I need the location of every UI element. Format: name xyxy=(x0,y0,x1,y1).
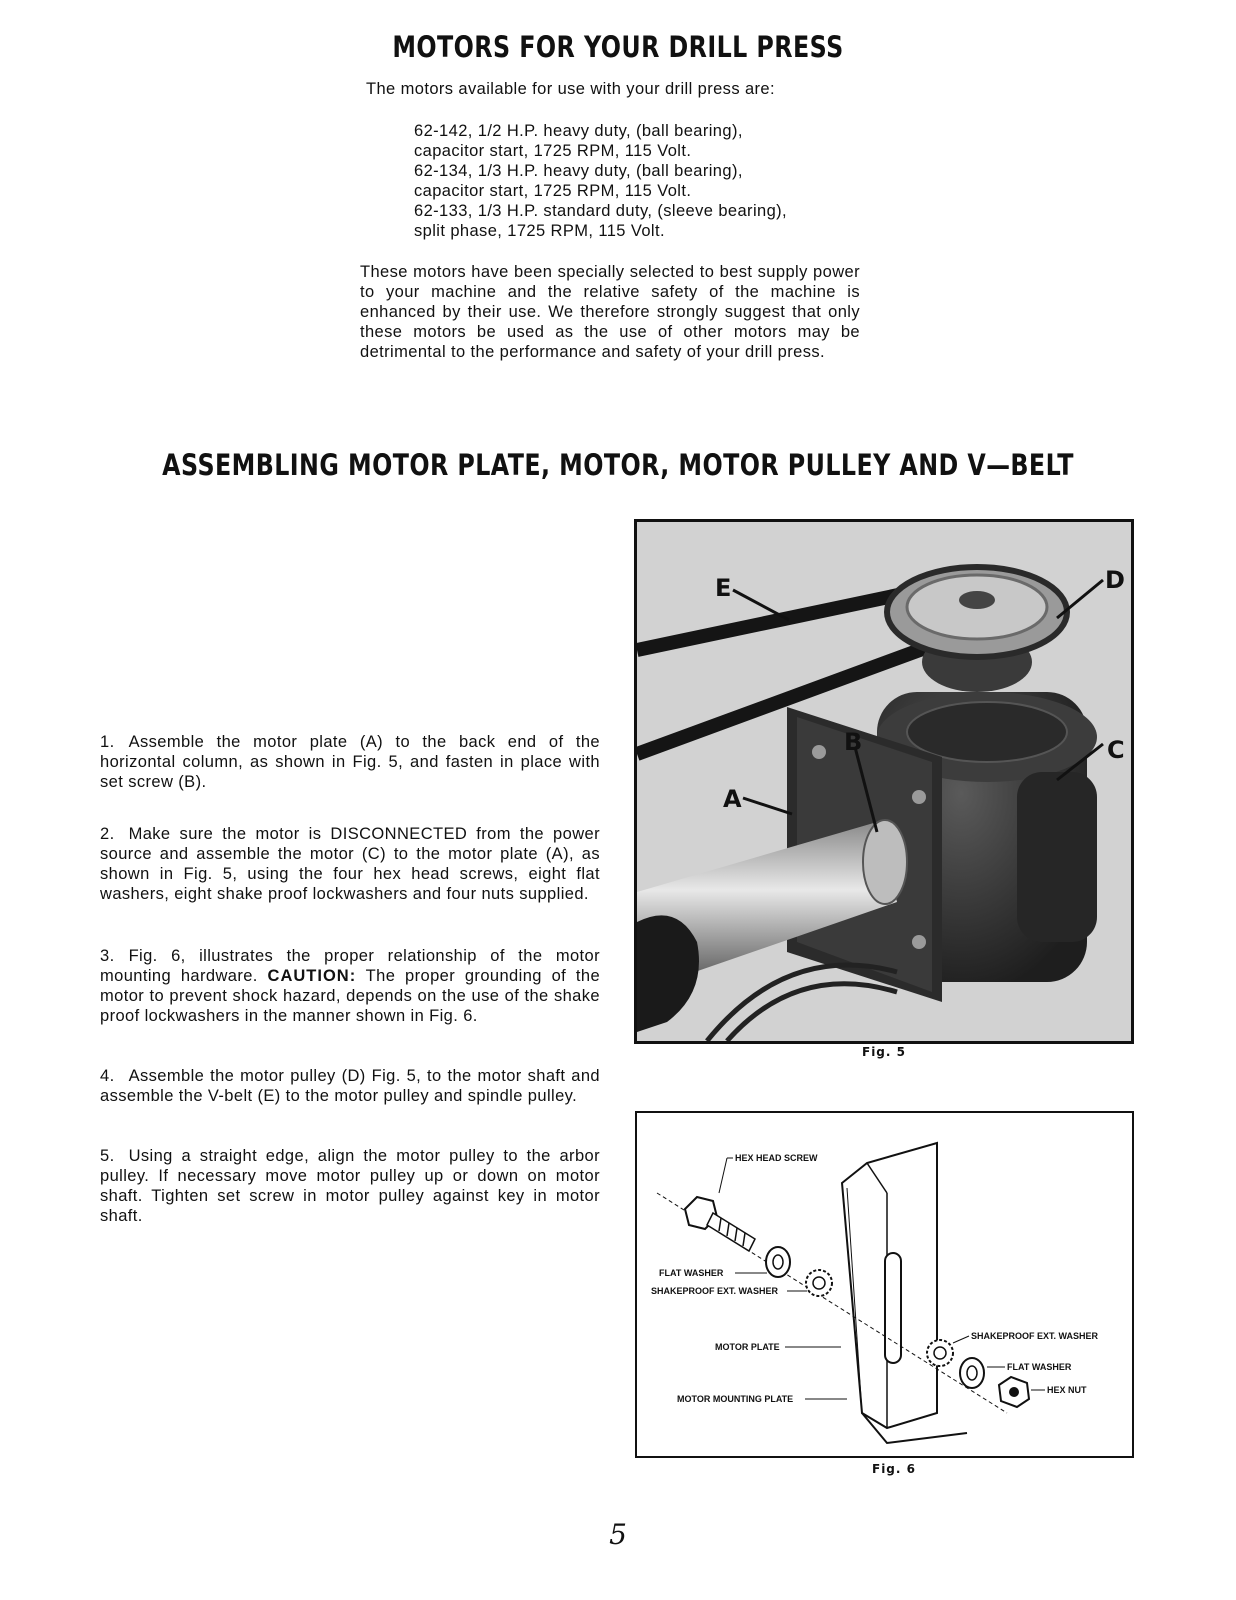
label-shakeproof-right: SHAKEPROOF EXT. WASHER xyxy=(971,1331,1099,1341)
step-number: 4. xyxy=(100,1067,115,1085)
step-number: 5. xyxy=(100,1147,115,1165)
motor-line: capacitor start, 1725 RPM, 115 Volt. xyxy=(414,182,692,200)
fig6-diagram xyxy=(635,1111,1134,1458)
motor-line: 62-133, 1/3 H.P. standard duty, (sleeve bearing), xyxy=(414,202,788,220)
fig5-label-c: C xyxy=(1107,736,1125,764)
step-2 xyxy=(100,824,600,904)
step-number: 1. xyxy=(100,733,115,751)
step-4 xyxy=(100,1066,600,1106)
label-hex-head-screw: HEX HEAD SCREW xyxy=(735,1153,818,1163)
motor-line: capacitor start, 1725 RPM, 115 Volt. xyxy=(414,142,692,160)
motor-line: 62-142, 1/2 H.P. heavy duty, (ball bearing), xyxy=(414,122,743,140)
step-number: 3. xyxy=(100,947,115,965)
label-motor-mounting-plate: MOTOR MOUNTING PLATE xyxy=(677,1394,794,1404)
step-text: Fig. 6, illustrates the proper relationship of the motor mounting hardware. xyxy=(100,947,600,985)
step-text: Assemble the motor pulley (D) Fig. 5, to the motor shaft and assemble the V-belt (E) to the motor pulley and spindle pulley. xyxy=(100,1067,600,1105)
motors-paragraph: These motors have been specially selected to best supply power to your machine and the relative safety of the machine is enhanced by their use. We therefore strongly suggest that only these motors be used as the use of other motors may be detrimental to the performance and safety of your drill press. xyxy=(360,263,860,361)
step-text: Make sure the motor is DISCONNECTED from the power source and assemble the motor (C) to the motor plate (A), as shown in Fig. 5, using the four hex head screws, eight flat washers, eight shake proof lockwashers and four nuts supplied. xyxy=(100,825,600,903)
label-flat-washer-left: FLAT WASHER xyxy=(659,1268,724,1278)
motor-line: split phase, 1725 RPM, 115 Volt. xyxy=(414,222,665,240)
label-shakeproof-left: SHAKEPROOF EXT. WASHER xyxy=(651,1286,779,1296)
fig5-label-d: D xyxy=(1105,566,1125,594)
step-3 xyxy=(100,946,600,1026)
label-motor-plate: MOTOR PLATE xyxy=(715,1342,780,1352)
heading-assembling: ASSEMBLING MOTOR PLATE, MOTOR, MOTOR PULLEY AND V—BELT xyxy=(162,448,1074,482)
step-text: Assemble the motor plate (A) to the back end of the horizontal column, as shown in Fig. 5, and fasten in place with set screw (B). xyxy=(100,733,600,791)
label-hex-nut: HEX NUT xyxy=(1047,1385,1087,1395)
step-number: 2. xyxy=(100,825,115,843)
step-text: The proper grounding of the motor to prevent shock hazard, depends on the use of the shake proof lockwashers in the manner shown in Fig. 6. xyxy=(100,967,601,1025)
fig5-label-e: E xyxy=(715,574,732,602)
page-number: 5 xyxy=(609,1518,627,1551)
fig6-illustration xyxy=(637,1113,1132,1456)
fig5-label-b: B xyxy=(844,728,863,756)
fig5-caption: Fig. 5 xyxy=(862,1045,906,1059)
step-text: Using a straight edge, align the motor pulley to the arbor pulley. If necessary move motor pulley up or down on motor shaft. Tighten set screw in motor pulley against key in motor shaft. xyxy=(100,1147,600,1225)
step-5 xyxy=(100,1146,600,1226)
motor-line: 62-134, 1/3 H.P. heavy duty, (ball bearing), xyxy=(414,162,743,180)
heading-motors: MOTORS FOR YOUR DRILL PRESS xyxy=(392,30,844,64)
step-1 xyxy=(100,732,600,792)
fig5-label-a: A xyxy=(723,785,742,813)
caution-label: CAUTION: xyxy=(267,967,357,985)
label-flat-washer-right: FLAT WASHER xyxy=(1007,1362,1072,1372)
fig6-caption: Fig. 6 xyxy=(872,1462,916,1476)
fig5-photo xyxy=(634,519,1134,1044)
fig5-illustration xyxy=(637,522,1131,1041)
motors-intro: The motors available for use with your drill press are: xyxy=(366,80,775,98)
